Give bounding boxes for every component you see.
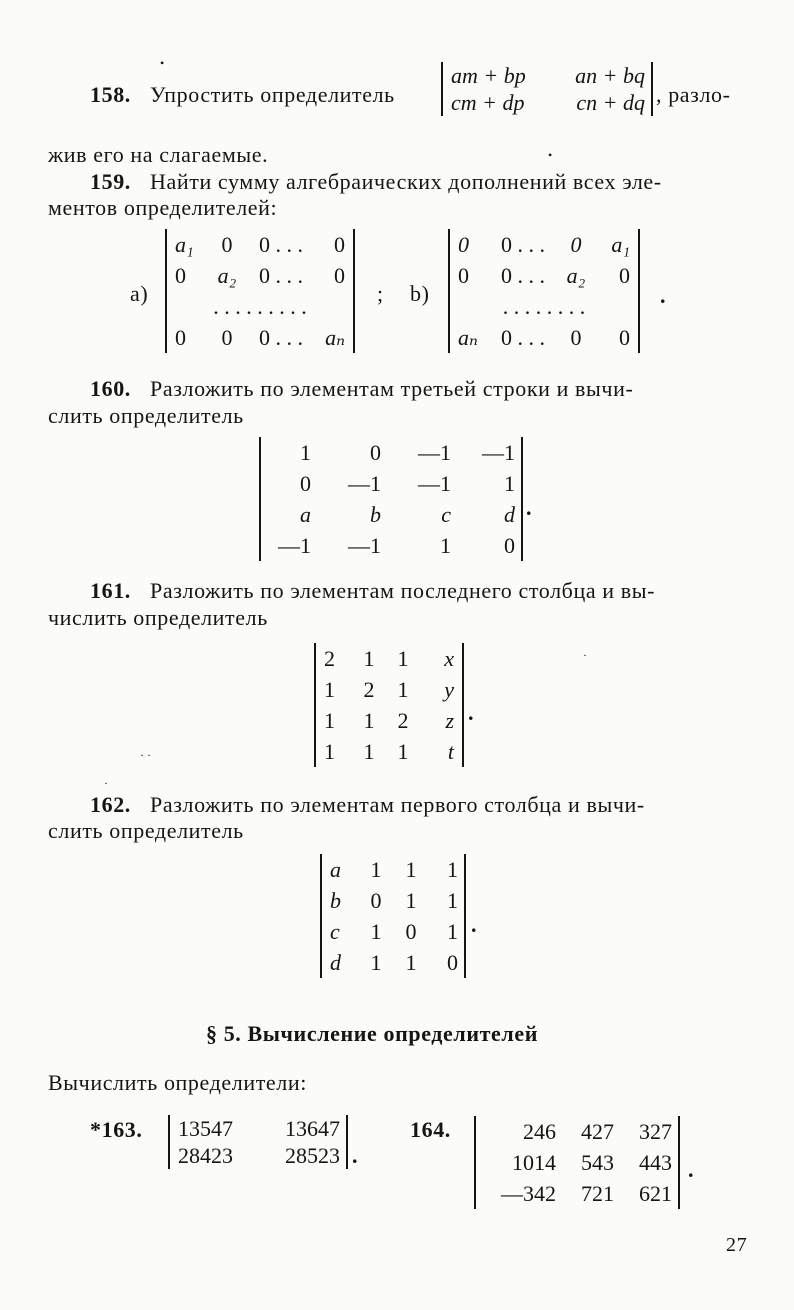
det-159-separator: ; (377, 281, 384, 306)
det-159b-cell: 0 . . . (501, 231, 545, 257)
scan-speck: · · (140, 748, 151, 762)
det-159b-cell: 0 . . . (501, 324, 545, 350)
det-159b-dots: . . . . . . . . (502, 293, 586, 319)
det-159b-cell: 0 (458, 231, 469, 257)
det-159a-cell: 0 . . . (259, 262, 303, 288)
det-159b-cell: 0 . . . (501, 262, 545, 288)
det-162-cell: 1 (447, 887, 458, 913)
det-159a-cell: 0 (175, 262, 186, 288)
det-159b-cell: 0 (570, 231, 582, 257)
det-162-period: . (471, 912, 477, 937)
problem-162-number: 162. (90, 792, 131, 817)
det-160-cell: —1 (348, 532, 381, 558)
problem-160-line2: слить определитель (48, 403, 244, 428)
det-160-cell: 0 (370, 439, 381, 465)
det-161-period: . (468, 700, 474, 725)
det-161-cell: 1 (363, 645, 375, 671)
det-164-cell: 443 (639, 1149, 672, 1175)
det-160-cell: 0 (504, 532, 515, 558)
det-159a-cell: 0 (334, 231, 345, 257)
det-162-cell: 1 (447, 918, 458, 944)
det-162 (320, 854, 466, 978)
scan-speck: · (583, 648, 587, 662)
intro-text: Вычислить определители: (48, 1070, 307, 1095)
det-162-cell: 0 (370, 887, 382, 913)
det-164-cell: 327 (639, 1118, 672, 1144)
det-161-cell: 1 (324, 676, 335, 702)
problem-160-number: 160. (90, 376, 131, 401)
problem-161-line1: Разложить по элементам последнего столбца и вы- (150, 578, 656, 603)
problem-159-line2: ментов определителей: (48, 195, 278, 220)
problem-160-line1: Разложить по элементам третьей строки и вычи- (150, 376, 634, 401)
det-164-cell: 721 (581, 1180, 614, 1206)
det-163-cell: 13547 (178, 1115, 233, 1141)
det-162-cell: 1 (405, 949, 417, 975)
det-161 (314, 643, 464, 767)
det-161-cell: y (444, 676, 454, 702)
det-162-cell: a (330, 856, 341, 882)
problem-158-number: 158. (90, 82, 131, 107)
det-159a-cell: aₙ (325, 324, 345, 350)
det-159a-dots: . . . . . . . . . (213, 293, 307, 319)
det-159a-cell: 0 . . . (259, 231, 303, 257)
det-162-cell: 1 (405, 856, 417, 882)
det-160-cell: a (300, 501, 311, 527)
problem-158-tail: , разло- (656, 82, 731, 107)
det-163-cell: 28523 (285, 1142, 340, 1168)
det-164 (474, 1116, 680, 1209)
det-159b-cell: 0 (619, 262, 630, 288)
det-159b-cell: aₙ (458, 324, 478, 350)
det-159a-cell: a₂ (217, 262, 237, 288)
det-160-cell: —1 (418, 439, 451, 465)
det-162-cell: 1 (370, 949, 382, 975)
problem-158-continuation: жив его на слагаемые. (48, 142, 269, 167)
problem-162-line1: Разложить по элементам первого столбца и вычи- (150, 792, 645, 817)
section-heading: § 5. Вычисление определителей (206, 1021, 538, 1046)
det-162-cell: b (330, 887, 341, 913)
det-161-cell: t (447, 738, 454, 764)
det-160-cell: c (441, 501, 451, 527)
det-161-cell: 1 (324, 738, 335, 764)
det-160-cell: 1 (440, 532, 451, 558)
det-160-cell: 0 (300, 470, 311, 496)
det-159a-cell: a₁ (175, 231, 194, 257)
det-159a (165, 229, 355, 353)
det-158-cell: an + bq (575, 62, 645, 88)
det-159a-cell: 0 (221, 324, 233, 350)
det-160-cell: —1 (278, 532, 311, 558)
det-158-cell: cn + dq (576, 89, 645, 115)
problem-162-line2: слить определитель (48, 818, 244, 843)
det-160-cell: 1 (300, 439, 311, 465)
det-164-period: . (688, 1157, 694, 1182)
problem-161-line2: числить определитель (48, 605, 268, 630)
det-161-cell: 1 (397, 738, 409, 764)
det-161-cell: x (444, 645, 454, 671)
problem-159-number: 159. (90, 169, 131, 194)
det-160-cell: —1 (348, 470, 381, 496)
det-162-cell: c (330, 918, 340, 944)
det-164-cell: 246 (523, 1118, 556, 1144)
det-159-period: . (660, 283, 666, 308)
det-160-cell: b (370, 501, 381, 527)
det-160-cell: —1 (418, 470, 451, 496)
det-158-cell: cm + dp (451, 89, 525, 115)
det-162-cell: 0 (447, 949, 458, 975)
scan-speck: • (548, 148, 553, 162)
scan-speck: · (104, 776, 108, 790)
scan-speck: • (160, 56, 165, 70)
det-159b-cell: a₂ (566, 262, 586, 288)
det-159b-cell: 0 (458, 262, 469, 288)
det-159b-cell: 0 (619, 324, 630, 350)
det-158 (441, 62, 653, 116)
problem-161-number: 161. (90, 578, 131, 603)
det-162-cell: d (330, 949, 341, 975)
det-162-cell: 1 (447, 856, 458, 882)
det-164-cell: 543 (581, 1149, 614, 1175)
problem-164-number: 164. (410, 1117, 451, 1142)
problem-159-line1: Найти сумму алгебраических дополнений всех эле- (150, 169, 662, 194)
det-159b (448, 229, 640, 353)
det-160 (259, 437, 523, 561)
det-162-cell: 1 (405, 887, 417, 913)
det-161-cell: 2 (397, 707, 409, 733)
det-160-cell: —1 (482, 439, 515, 465)
det-163-period: . (352, 1143, 358, 1168)
det-161-cell: 1 (324, 707, 335, 733)
det-159a-label: a) (130, 281, 149, 306)
det-158-cell: am + bp (451, 62, 526, 88)
det-159a-cell: 0 (175, 324, 186, 350)
det-162-cell: 1 (370, 856, 382, 882)
problem-158-text: Упростить определитель (150, 82, 395, 107)
page-number: 27 (726, 1234, 748, 1256)
det-162-cell: 1 (370, 918, 382, 944)
det-161-cell: 2 (324, 645, 335, 671)
det-160-cell: 1 (504, 470, 515, 496)
det-161-cell: z (445, 707, 454, 733)
problem-163-number: *163. (90, 1117, 143, 1142)
det-163 (168, 1115, 348, 1169)
det-163-cell: 13647 (285, 1115, 340, 1141)
det-159b-cell: 0 (570, 324, 582, 350)
det-161-cell: 1 (363, 707, 375, 733)
det-162-cell: 0 (405, 918, 417, 944)
det-164-cell: —342 (501, 1180, 556, 1206)
det-159a-cell: 0 . . . (259, 324, 303, 350)
det-159b-label: b) (410, 281, 430, 306)
det-159a-cell: 0 (221, 231, 233, 257)
det-164-cell: 1014 (512, 1149, 556, 1175)
det-159b-cell: a₁ (611, 231, 630, 257)
det-164-cell: 427 (581, 1118, 614, 1144)
det-161-cell: 2 (363, 676, 375, 702)
det-161-cell: 1 (363, 738, 375, 764)
det-159a-cell: 0 (334, 262, 345, 288)
det-160-period: . (526, 495, 532, 520)
det-163-cell: 28423 (178, 1142, 233, 1168)
det-164-cell: 621 (639, 1180, 672, 1206)
det-161-cell: 1 (397, 645, 409, 671)
det-160-cell: d (504, 501, 515, 527)
det-161-cell: 1 (397, 676, 409, 702)
